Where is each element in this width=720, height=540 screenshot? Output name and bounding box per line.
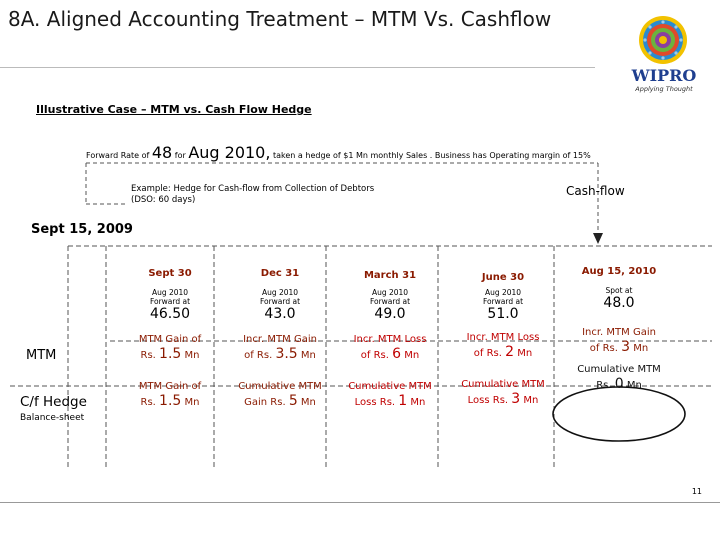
column-forward-label-2: Forward at: [149, 297, 191, 306]
mtm-cell-amount: 6: [392, 346, 402, 362]
row-sublabel-balance-sheet: Balance-sheet: [20, 413, 85, 423]
footer-divider: [0, 502, 720, 503]
mtm-cell-rs: of Rs.: [589, 343, 618, 354]
mtm-cell-text: MTM Gain of: [138, 334, 202, 345]
cf-cell-text: Cumulative MTM: [348, 381, 432, 392]
column-forward-label-2: Spot at: [605, 286, 633, 295]
cf-cell-unit: Mn: [626, 380, 642, 391]
cf-cell-text: Cumulative MTM: [577, 364, 661, 375]
mtm-cell-amount: 3.5: [275, 346, 298, 362]
cf-cell: [224, 379, 336, 410]
logo-tagline: Applying Thought: [635, 85, 693, 93]
cf-cell-amount: 1.5: [159, 393, 182, 409]
mtm-cell-amount: 3: [621, 339, 631, 355]
cf-cell-rs: Rs.: [596, 380, 612, 391]
cf-cell: [558, 362, 680, 393]
slide-title: 8A. Aligned Accounting Treatment – MTM Vs. Cashflow: [8, 7, 552, 31]
cashflow-label: Cash-flow: [566, 184, 625, 198]
column-forward-label-2: Forward at: [369, 297, 411, 306]
mtm-cell-text: Incr. MTM Gain: [582, 327, 656, 338]
mtm-cell-unit: Mn: [633, 343, 649, 354]
cf-cell: [334, 379, 446, 410]
mtm-cell-unit: Mn: [404, 350, 420, 361]
page-number: 11: [691, 487, 702, 496]
row-label-cf-hedge: C/f Hedge: [20, 394, 87, 410]
mtm-cell-unit: Mn: [300, 350, 316, 361]
logo-wordmark: WIPRO: [631, 66, 697, 85]
mtm-cell: [224, 332, 336, 363]
cf-cell-rs: Loss Rs.: [467, 395, 509, 406]
forward-suffix: taken a hedge of $1 Mn monthly Sales . Business has Operating margin of 15%: [273, 151, 591, 160]
cf-cell-text: Cumulative MTM: [461, 379, 545, 390]
cf-cell-rs: Loss Rs.: [354, 397, 396, 408]
mtm-cell: [334, 332, 446, 363]
mtm-cell: [558, 325, 680, 356]
column-forward-label-1: Aug 2010: [261, 288, 299, 297]
timeline-column: [224, 268, 336, 410]
mtm-cell: [446, 330, 560, 361]
mtm-cell-unit: Mn: [517, 348, 533, 359]
start-date: Sept 15, 2009: [31, 222, 133, 237]
example-note: [131, 184, 374, 206]
column-forward-label-1: Aug 2010: [484, 288, 522, 297]
forward-month: Aug 2010,: [188, 143, 271, 162]
cf-cell-rs: Rs.: [140, 397, 156, 408]
mtm-cell-unit: Mn: [184, 350, 200, 361]
column-forward-label-1: Aug 2010: [371, 288, 409, 297]
cf-cell-amount: 1: [398, 393, 408, 409]
cf-cell-unit: Mn: [523, 395, 539, 406]
column-rate: 46.50: [149, 306, 191, 322]
mtm-cell-text: Incr. MTM Gain: [243, 334, 317, 345]
column-date: March 31: [363, 270, 417, 281]
column-date: Sept 30: [148, 268, 192, 279]
column-rate: 48.0: [603, 295, 635, 311]
case-subtitle: Illustrative Case – MTM vs. Cash Flow Hedge: [36, 103, 312, 116]
timeline-column: [116, 268, 224, 410]
column-forward-label-1: Aug 2010: [151, 288, 189, 297]
column-rate: 43.0: [264, 306, 296, 322]
example-line-1: Example: Hedge for Cash-flow from Collection of Debtors: [131, 184, 375, 194]
cf-cell-text: MTM Gain of: [138, 381, 202, 392]
column-rate: 49.0: [374, 306, 406, 322]
cf-cell-amount: 5: [288, 393, 298, 409]
column-date: Dec 31: [260, 268, 300, 279]
mtm-cell-rs: of Rs.: [244, 350, 273, 361]
cf-cell-unit: Mn: [300, 397, 316, 408]
cf-cell-amount: 3: [511, 391, 521, 407]
mtm-cell-rs: Rs.: [140, 350, 156, 361]
column-forward-label-2: Forward at: [259, 297, 301, 306]
cf-cell: [446, 377, 560, 408]
mtm-cell-rs: of Rs.: [360, 350, 389, 361]
example-line-2: (DSO: 60 days): [131, 195, 196, 205]
cf-cell-amount: 0: [614, 376, 624, 392]
timeline-column: [558, 266, 680, 393]
column-date: Aug 15, 2010: [581, 266, 657, 277]
timeline-column: [446, 272, 560, 408]
mtm-cell-text: Incr. MTM Loss: [466, 332, 540, 343]
row-label-mtm: MTM: [26, 348, 57, 363]
timeline-column: [334, 270, 446, 410]
mtm-cell-text: Incr. MTM Loss: [353, 334, 427, 345]
column-date: June 30: [481, 272, 525, 283]
cf-cell-text: Cumulative MTM: [238, 381, 322, 392]
cf-cell-rs: Gain Rs.: [244, 397, 286, 408]
mtm-cell-amount: 1.5: [159, 346, 182, 362]
cf-cell-unit: Mn: [184, 397, 200, 408]
mtm-cell: [116, 332, 224, 363]
forward-rate: 48: [151, 143, 173, 162]
mtm-cell-rs: of Rs.: [473, 348, 502, 359]
forward-prefix: Forward Rate of: [86, 151, 150, 160]
column-forward-label-2: Forward at: [482, 297, 524, 306]
cf-cell-unit: Mn: [410, 397, 426, 408]
cf-cell: [116, 379, 224, 410]
forward-for: for: [174, 151, 186, 160]
column-rate: 51.0: [487, 306, 519, 322]
mtm-cell-amount: 2: [505, 344, 515, 360]
